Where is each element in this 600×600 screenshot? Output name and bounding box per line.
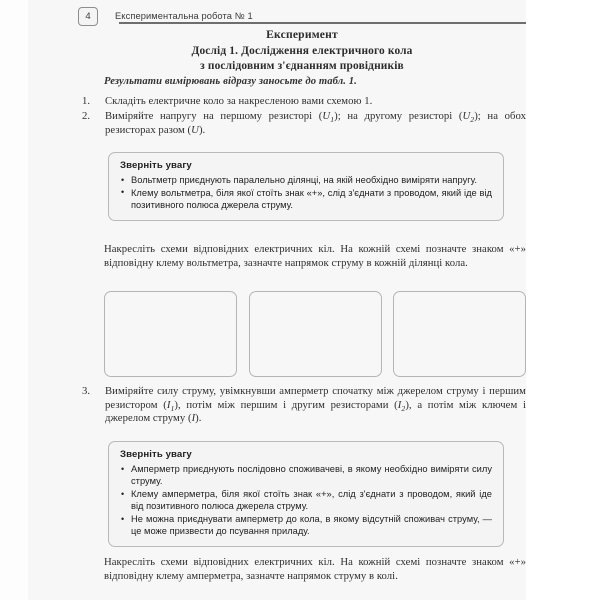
text-segment: ), потім між першим і другим резисторами ( [174, 398, 398, 411]
attention-bullet-list [120, 463, 492, 538]
variable-u: U [191, 123, 199, 136]
list-item [82, 95, 526, 109]
list-item: • Не можна приєднувати амперметр до кола, в якому відсутній споживач струму, — це може призвести до псування приладу. [120, 513, 492, 538]
header-divider [119, 22, 526, 24]
running-header [78, 5, 526, 27]
task-heading-line1: Дослід 1. Дослідження електричного кола [191, 45, 413, 57]
list-item-number: 2. [82, 110, 91, 122]
task-heading-line2: з послідовним з'єднанням провідників [200, 59, 404, 72]
attention-box-title: Зверніть увагу [120, 160, 192, 171]
instruction-paragraph-ammeter: Накресліть схеми відповідних електричних кіл. На кожній схемі позначте знаком «+» відповідну клему амперметра, зазначте напрямок струму в колі. [104, 556, 526, 582]
list-item: • Клему амперметра, біля якої стоїть знак «+», слід з'єднати з проводом, який іде від позитивного полюса джерела струму. [120, 488, 492, 513]
list-item: • Вольтметр приєднують паралельно ділянці, на якій необхідно виміряти напругу. [120, 174, 492, 186]
text-segment: ), а потім між ключем і джерелом струму ( [105, 398, 526, 425]
variable-u2 [462, 110, 475, 125]
list-item-text [105, 385, 526, 426]
variable-subscript: 1 [330, 115, 335, 125]
variable-symbol: U [322, 110, 331, 122]
attention-box-title: Зверніть увагу [120, 449, 192, 460]
variable-symbol: I [397, 398, 402, 411]
drawing-areas-row [104, 291, 526, 377]
variable-subscript: 1 [170, 403, 175, 413]
variable-u1 [322, 110, 335, 125]
instruction-paragraph-voltmeter: Накресліть схеми відповідних електричних кіл. На кожній схемі позначте знаком «+» відповідну клему вольтметра, зазначте напрямок струму в кожній ділянці кола. [104, 243, 526, 269]
text-segment: ); на обох резисторах разом ( [105, 110, 526, 136]
list-item-number: 1. [82, 95, 91, 107]
variable-subscript: 2 [470, 115, 475, 125]
list-item-text [105, 110, 526, 137]
text-segment: ). [195, 412, 202, 425]
attention-box-ammeter [108, 441, 504, 547]
variable-i: I [191, 412, 196, 425]
attention-box-voltmeter [108, 152, 504, 221]
header-title: Експериментальна робота № 1 [115, 11, 253, 21]
attention-bullet-list [120, 174, 492, 211]
drawing-area-3[interactable] [393, 291, 526, 377]
variable-subscript: 2 [401, 403, 406, 413]
drawing-area-1[interactable] [104, 291, 237, 377]
variable-symbol: I [166, 398, 171, 411]
list-item [82, 385, 526, 426]
list-item: • Амперметр приєднують послідовно споживачеві, в якому необхідно виміряти силу струму. [120, 463, 492, 488]
list-item-number: 3. [82, 385, 91, 397]
page-number-badge: 4 [78, 7, 98, 26]
text-segment: Виміряйте напругу на першому резисторі ( [105, 110, 323, 122]
page-content [78, 0, 526, 600]
list-item-text: Складіть електричне коло за накресленою вами схемою 1. [105, 95, 373, 107]
list-item [82, 110, 526, 137]
drawing-area-2[interactable] [249, 291, 382, 377]
results-note: Результати вимірювань відразу заносьте до табл. 1. [104, 76, 357, 87]
text-segment: ). [198, 123, 206, 136]
text-segment: ); на другому резисторі ( [334, 110, 463, 122]
section-heading-experiment: Експеримент [266, 28, 338, 41]
text-segment: Виміряйте силу струму, увімкнувши амперметр спочатку між джерелом струму і першим резистором ( [105, 385, 526, 411]
list-item: • Клему вольтметра, біля якої стоїть знак «+», слід з'єднати з проводом, який іде від позитивного полюса джерела струму. [120, 187, 492, 212]
variable-symbol: U [462, 110, 471, 122]
task-heading [78, 44, 526, 73]
page-gutter [0, 0, 28, 600]
